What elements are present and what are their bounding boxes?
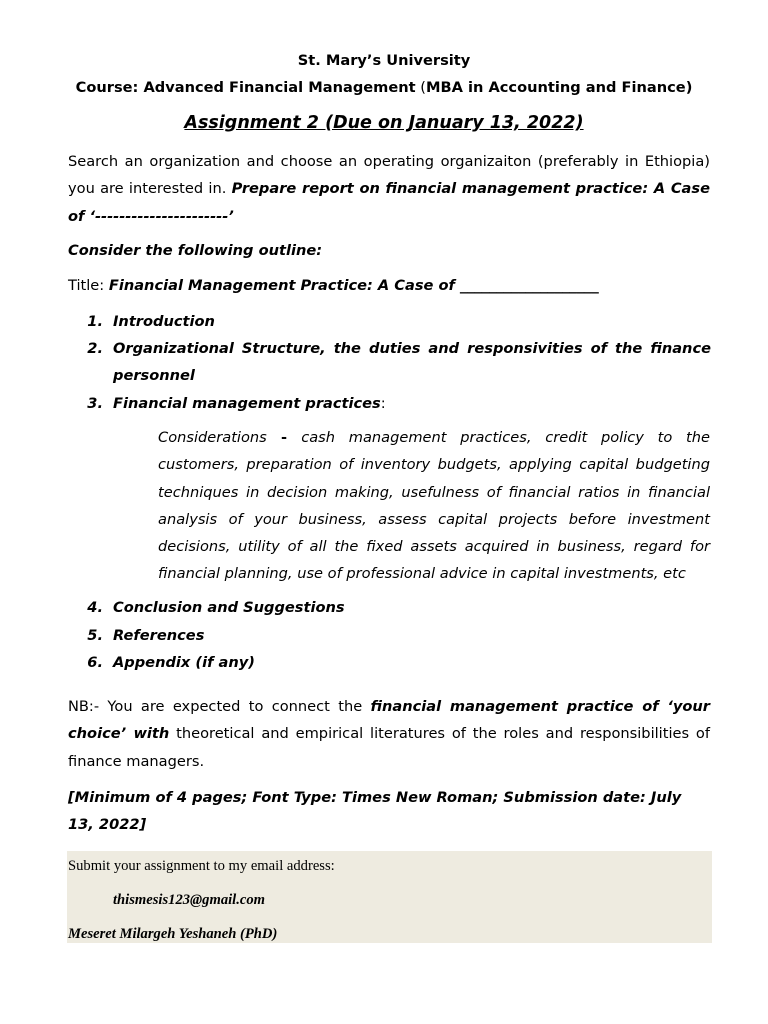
- considerations-dash: -: [266, 429, 302, 446]
- intro-text: Search an organization and choose an operating organizaiton (preferably in Ethiopia) you are interested in.: [68, 153, 710, 198]
- outline-item-text: Financial management practices: [113, 395, 381, 412]
- intro-paragraph: [68, 148, 710, 230]
- intro-emphasis: Prepare report on financial management practice: A Case of ‘----------------------’: [68, 180, 710, 225]
- submission-box: [67, 851, 712, 943]
- nb-lead: NB:- You are expected to connect the: [68, 698, 371, 715]
- considerations-text: cash management practices, credit policy to the customers, preparation of inventory budgets, applying capital budgeting techniques in decision making, usefulness of financial ratios in financial analysis of your business, assess capital projects before investment decisions, utility of all the fixed assets acquired in business, regard for financial planning, use of professional advice in capital investments, etc: [158, 429, 710, 583]
- nb-paragraph: [68, 693, 710, 775]
- outline-item-text: Introduction: [113, 313, 215, 330]
- outline-item-suffix: :: [380, 395, 386, 412]
- author-signature: Meseret Milargeh Yeshaneh (PhD): [68, 926, 278, 942]
- considerations-label: Considerations: [158, 429, 267, 446]
- email-link[interactable]: thismesis123@gmail.com: [113, 892, 266, 908]
- course-paren-open: (: [415, 79, 426, 96]
- considerations-block: [158, 424, 710, 588]
- outline-item-text: Appendix (if any): [113, 654, 255, 671]
- outline-item-text: References: [113, 627, 205, 644]
- outline-number: 4.: [87, 599, 103, 616]
- outline-number: 5.: [87, 627, 103, 644]
- nb-rest: theoretical and empirical literatures of the roles and responsibilities of finance managers.: [68, 725, 710, 770]
- title-label: Title:: [68, 277, 109, 294]
- course-paren-close: ): [685, 79, 693, 96]
- title-line: [68, 272, 710, 299]
- title-value: Financial Management Practice: A Case of ___________________: [108, 277, 599, 294]
- assignment-title: Assignment 2 (Due on January 13, 2022): [184, 113, 584, 133]
- outline-number: 2.: [87, 340, 103, 357]
- outline-number: 6.: [87, 654, 103, 671]
- nb-emphasis: financial management practice of ‘your choice’ with: [68, 698, 710, 743]
- course-line: [0, 79, 768, 96]
- outline-item-text: Organizational Structure, the duties and responsivities of the finance personnel: [113, 340, 711, 385]
- submission-instruction: Submit your assignment to my email address:: [68, 858, 335, 874]
- outline-item-text-wrap: [113, 390, 711, 417]
- outline-item-text: Conclusion and Suggestions: [113, 599, 345, 616]
- outline-heading: Consider the following outline:: [68, 242, 323, 259]
- course-name: Course: Advanced Financial Management: [75, 79, 416, 96]
- university-name: St. Mary’s University: [297, 52, 471, 69]
- course-program: MBA in Accounting and Finance: [425, 79, 686, 96]
- outline-number: 1.: [87, 313, 103, 330]
- outline-number: 3.: [87, 395, 103, 412]
- requirements-note: [Minimum of 4 pages; Font Type: Times New Roman; Submission date: July 13, 2022]: [68, 789, 682, 834]
